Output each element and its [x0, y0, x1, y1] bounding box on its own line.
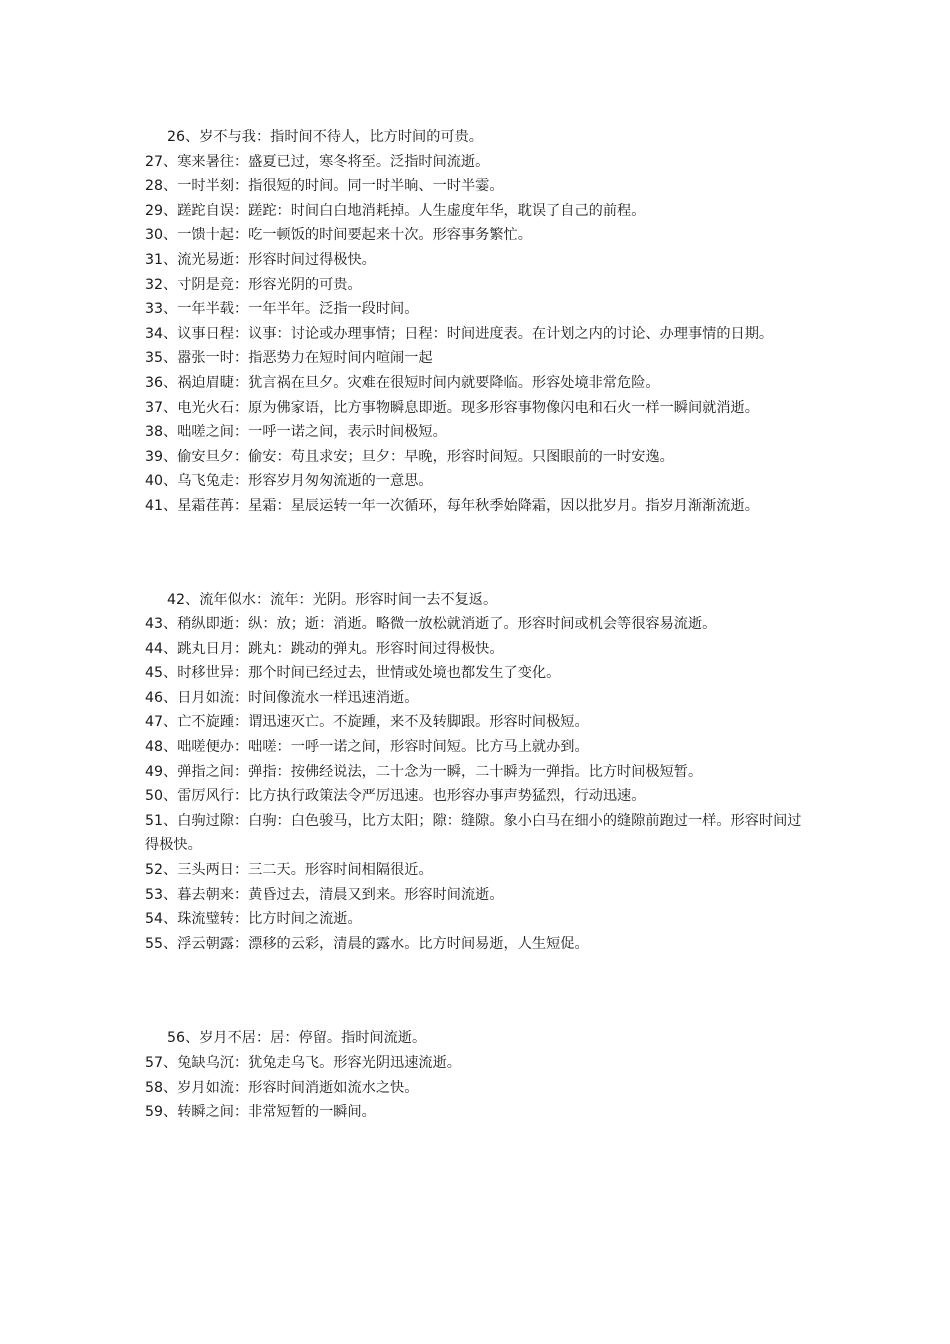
idiom-entry: 51、白驹过隙：白驹：白色骏马，比方太阳；隙：缝隙。象小白马在细小的缝隙前跑过一样。形容时间过得极快。 [145, 812, 802, 854]
idiom-section-3 [145, 1026, 815, 1124]
idiom-entry: 41、星霜荏苒：星霜：星辰运转一年一次循环，每年秋季始降霜，因以批岁月。指岁月渐渐流逝。 [145, 497, 759, 514]
document-body [145, 125, 815, 1125]
idiom-entry: 45、时移世异：那个时间已经过去，世情或处境也都发生了变化。 [145, 665, 561, 682]
idiom-entry: 50、雷厉风行：比方执行政策法令严厉迅速。也形容办事声势猛烈，行动迅速。 [145, 788, 646, 805]
idiom-entry: 33、一年半载：一年半年。泛指一段时间。 [145, 301, 419, 318]
idiom-section-2 [145, 588, 815, 957]
idiom-entry: 49、弹指之间：弹指：按佛经说法，二十念为一瞬，二十瞬为一弹指。比方时间极短暂。 [145, 763, 703, 780]
idiom-entry: 35、嚣张一时：指恶势力在短时间内喧闹一起 [145, 350, 433, 367]
idiom-entry: 31、流光易逝：形容时间过得极快。 [145, 251, 376, 268]
idiom-entry: 58、岁月如流：形容时间消逝如流水之快。 [145, 1079, 419, 1096]
idiom-entry: 47、亡不旋踵：谓迅速灭亡。不旋踵，来不及转脚跟。形容时间极短。 [145, 714, 589, 731]
idiom-entry: 57、兔缺乌沉：犹兔走乌飞。形容光阴迅速流逝。 [145, 1055, 461, 1071]
idiom-entry: 48、咄嗟便办：咄嗟：一呼一诺之间，形容时间短。比方马上就办到。 [145, 739, 589, 756]
idiom-entry: 39、偷安旦夕：偷安：苟且求安；旦夕：早晚，形容时间短。只图眼前的一时安逸。 [145, 448, 674, 465]
idiom-entry: 26、岁不与我：指时间不待人，比方时间的可贵。 [167, 129, 483, 145]
idiom-entry: 43、稍纵即逝：纵：放；逝：消逝。略微一放松就消逝了。形容时间或机会等很容易流逝。 [145, 616, 717, 633]
idiom-entry: 30、一馈十起：吃一顿饭的时间要起来十次。形容事务繁忙。 [145, 227, 532, 244]
idiom-entry: 46、日月如流：时间像流水一样迅速消逝。 [145, 689, 419, 706]
idiom-entry: 34、议事日程：议事：讨论或办理事情；日程：时间进度表。在计划之内的讨论、办理事情的日期。 [145, 325, 774, 342]
idiom-entry: 53、暮去朝来：黄昏过去，清晨又到来。形容时间流逝。 [145, 886, 504, 903]
idiom-entry: 36、祸迫眉睫：犹言祸在旦夕。灾难在很短时间内就要降临。形容处境非常危险。 [145, 374, 660, 391]
idiom-entry: 42、流年似水：流年：光阴。形容时间一去不复返。 [167, 591, 498, 608]
idiom-entry: 56、岁月不居：居：停留。指时间流逝。 [167, 1030, 427, 1047]
idiom-section-1 [145, 125, 815, 519]
idiom-entry: 59、转瞬之间：非常短暂的一瞬间。 [145, 1104, 376, 1121]
idiom-entry: 55、浮云朝露：漂移的云彩，清晨的露水。比方时间易逝，人生短促。 [145, 935, 589, 952]
idiom-entry: 37、电光火石：原为佛家语，比方事物瞬息即逝。现多形容事物像闪电和石火一样一瞬间就消逝。 [145, 399, 759, 416]
idiom-entry: 27、寒来暑往：盛夏已过，寒冬将至。泛指时间流逝。 [145, 153, 490, 170]
idiom-entry: 52、三头两日：三二天。形容时间相隔很近。 [145, 862, 433, 879]
idiom-entry: 40、乌飞兔走：形容岁月匆匆流逝的一意思。 [145, 473, 433, 490]
idiom-entry: 54、珠流璧转：比方时间之流逝。 [145, 911, 362, 928]
idiom-entry: 29、蹉跎自误：蹉跎：时间白白地消耗掉。人生虚度年华，耽误了自己的前程。 [145, 202, 646, 219]
idiom-entry: 28、一时半刻：指很短的时间。同一时半晌、一时半霎。 [145, 178, 504, 195]
idiom-entry: 32、寸阴是竞：形容光阴的可贵。 [145, 276, 362, 293]
idiom-entry: 44、跳丸日月：跳丸：跳动的弹丸。形容时间过得极快。 [145, 640, 504, 657]
idiom-entry: 38、咄嗟之间：一呼一诺之间，表示时间极短。 [145, 424, 447, 441]
